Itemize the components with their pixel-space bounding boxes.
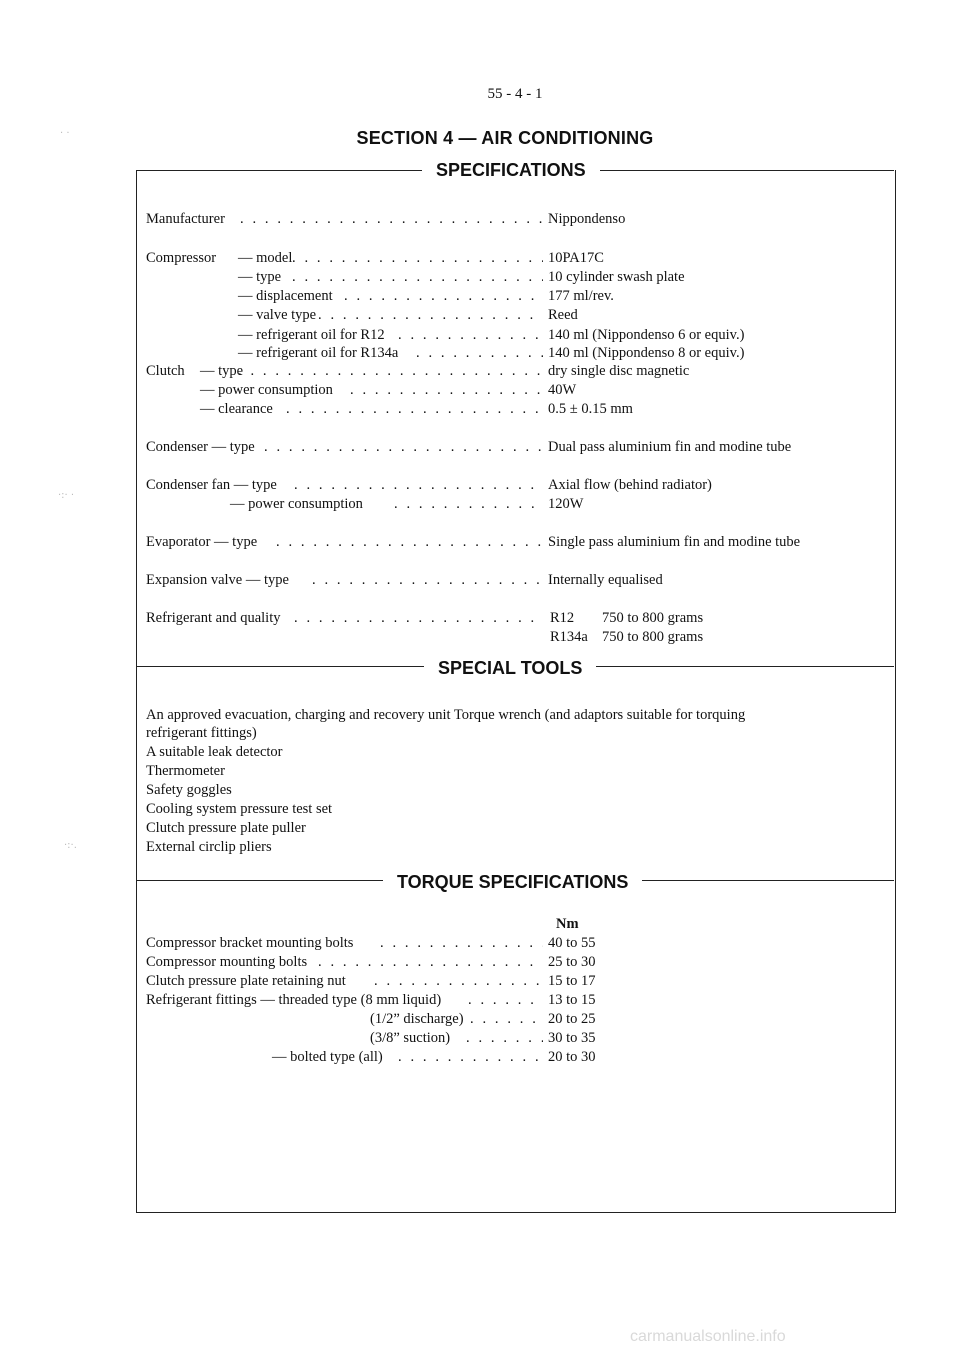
leader-dots: [398, 1048, 543, 1066]
compressor-type-label: — type: [238, 269, 282, 285]
leader-dots: [380, 934, 543, 952]
condenser-fan-power-label: — power consumption: [230, 496, 363, 512]
refrigerant-r134a-name: R134a: [550, 629, 588, 645]
specifications-heading: SPECIFICATIONS: [422, 160, 600, 181]
scan-speck: · ·: [60, 128, 70, 139]
leader-dots: [294, 609, 543, 627]
torque-row-label: Refrigerant fittings — threaded type (8 mm liquid): [146, 992, 442, 1008]
refrigerant-r12-value: 750 to 800 grams: [602, 610, 704, 626]
leader-dots: [292, 268, 543, 286]
compressor-displacement-label: — displacement: [238, 288, 333, 304]
condenser-type-label: Condenser — type: [146, 439, 255, 455]
compressor-oil-r134a-label: — refrigerant oil for R134a: [238, 345, 399, 361]
compressor-type-value: 10 cylinder swash plate: [548, 269, 685, 285]
torque-row-value: 13 to 15: [548, 992, 596, 1008]
leader-dots: [312, 571, 543, 589]
clutch-label: Clutch: [146, 363, 185, 379]
compressor-label: Compressor: [146, 250, 217, 266]
leader-dots: [286, 400, 543, 418]
expansion-valve-type-value: Internally equalised: [548, 572, 663, 588]
condenser-type-value: Dual pass aluminium fin and modine tube: [548, 439, 792, 455]
leader-dots: [470, 1010, 543, 1028]
refrigerant-label: Refrigerant and quality: [146, 610, 281, 626]
condenser-fan-power-value: 120W: [548, 496, 584, 512]
leader-dots: [394, 495, 543, 513]
tools-list-item: Safety goggles: [146, 782, 232, 798]
condenser-fan-type-label: Condenser fan — type: [146, 477, 277, 493]
refrigerant-r134a-value: 750 to 800 grams: [602, 629, 704, 645]
compressor-oil-r12-value: 140 ml (Nippondenso 6 or equiv.): [548, 327, 745, 343]
leader-dots: [240, 210, 543, 228]
torque-specifications-heading: TORQUE SPECIFICATIONS: [383, 872, 642, 893]
torque-unit-header: Nm: [556, 916, 579, 932]
tools-list-item: refrigerant fittings): [146, 725, 257, 741]
torque-row-value: 30 to 35: [548, 1030, 596, 1046]
clutch-power-label: — power consumption: [200, 382, 333, 398]
leader-dots: [344, 287, 543, 305]
tools-list-item: A suitable leak detector: [146, 744, 283, 760]
torque-row-label: (3/8” suction): [370, 1030, 451, 1046]
condenser-fan-type-value: Axial flow (behind radiator): [548, 477, 712, 493]
section-title: SECTION 4 — AIR CONDITIONING: [356, 128, 654, 148]
leader-dots: [350, 381, 543, 399]
leader-dots: [468, 991, 543, 1009]
leader-dots: [374, 972, 543, 990]
scan-speck: ·:· ·: [58, 490, 75, 501]
torque-row-label: Compressor mounting bolts: [146, 954, 308, 970]
tools-list-item: External circlip pliers: [146, 839, 272, 855]
evaporator-type-label: Evaporator — type: [146, 534, 258, 550]
torque-row-value: 25 to 30: [548, 954, 596, 970]
torque-row-value: 40 to 55: [548, 935, 596, 951]
refrigerant-r12-name: R12: [550, 610, 575, 626]
leader-dots: [292, 249, 543, 267]
torque-row-value: 20 to 25: [548, 1011, 596, 1027]
tools-list-item: Thermometer: [146, 763, 225, 779]
watermark-footer: carmanualsonline.info: [630, 1328, 786, 1345]
clutch-clearance-value: 0.5 ± 0.15 mm: [548, 401, 633, 417]
leader-dots: [276, 533, 543, 551]
leader-dots: [264, 438, 543, 456]
compressor-valve-type-value: Reed: [548, 307, 578, 323]
evaporator-type-value: Single pass aluminium fin and modine tube: [548, 534, 801, 550]
compressor-valve-type-label: — valve type: [238, 307, 317, 323]
leader-dots: [416, 344, 543, 362]
special-tools-heading: SPECIAL TOOLS: [424, 658, 596, 679]
tools-list-item: Cooling system pressure test set: [146, 801, 333, 817]
torque-row-value: 20 to 30: [548, 1049, 596, 1065]
torque-row-label: (1/2” discharge): [370, 1011, 464, 1027]
leader-dots: [466, 1029, 543, 1047]
tools-list-item: Clutch pressure plate puller: [146, 820, 306, 836]
tools-list-item: An approved evacuation, charging and recovery unit Torque wrench (and adaptors suitable for torquing: [146, 707, 746, 723]
clutch-type-label: — type: [200, 363, 244, 379]
compressor-displacement-value: 177 ml/rev.: [548, 288, 614, 304]
torque-row-label: Clutch pressure plate retaining nut: [146, 973, 346, 989]
manufacturer-label: Manufacturer: [146, 211, 225, 227]
clutch-power-value: 40W: [548, 382, 577, 398]
compressor-model-label: — model: [238, 250, 293, 266]
clutch-type-value: dry single disc magnetic: [548, 363, 690, 379]
scan-speck: ·:·.: [64, 840, 77, 851]
leader-dots: [294, 476, 543, 494]
clutch-clearance-label: — clearance: [200, 401, 273, 417]
torque-row-label: — bolted type (all): [272, 1049, 383, 1065]
torque-row-label: Compressor bracket mounting bolts: [146, 935, 354, 951]
leader-dots: [318, 953, 543, 971]
expansion-valve-type-label: Expansion valve — type: [146, 572, 289, 588]
page-number: 55 - 4 - 1: [487, 86, 543, 102]
leader-dots: [238, 362, 543, 380]
leader-dots: [398, 326, 543, 344]
compressor-model-value: 10PA17C: [548, 250, 604, 266]
manufacturer-value: Nippondenso: [548, 211, 626, 227]
compressor-oil-r134a-value: 140 ml (Nippondenso 8 or equiv.): [548, 345, 745, 361]
compressor-oil-r12-label: — refrigerant oil for R12: [238, 327, 385, 343]
torque-row-value: 15 to 17: [548, 973, 596, 989]
leader-dots: [318, 306, 543, 324]
